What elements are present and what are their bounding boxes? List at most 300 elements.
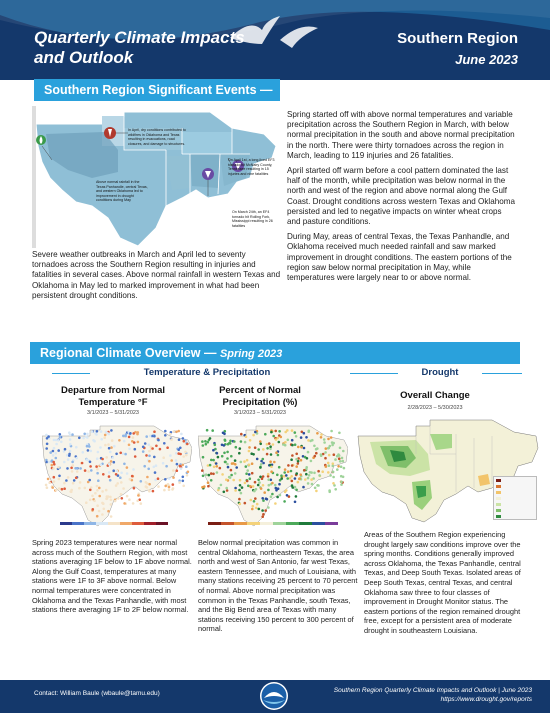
station-dot [143, 465, 146, 468]
station-dot [58, 478, 61, 481]
station-dot [65, 479, 68, 482]
station-dot [230, 474, 233, 477]
station-dot [164, 430, 167, 433]
station-dot [131, 475, 134, 478]
station-dot [340, 481, 343, 484]
station-dot [274, 484, 277, 487]
station-dot [108, 475, 111, 478]
station-dot [157, 477, 160, 480]
station-dot [207, 441, 210, 444]
station-dot [46, 443, 49, 446]
station-dot [110, 429, 113, 432]
station-dot [211, 429, 214, 432]
station-dot [261, 509, 264, 512]
station-dot [169, 433, 172, 436]
station-dot [336, 468, 339, 471]
station-dot [103, 508, 106, 511]
station-dot [323, 438, 326, 441]
station-dot [258, 508, 261, 511]
station-dot [63, 487, 66, 490]
station-dot [278, 483, 281, 486]
station-dot [53, 480, 56, 483]
station-dot [272, 435, 275, 438]
events-narrative [287, 110, 517, 288]
station-dot [110, 515, 113, 518]
station-dot [250, 499, 253, 502]
events-paragraph-1: Spring started off with above normal temperatures and variable precipitation across the Southern Region in March, with below normal precipitation in the south and above normal precipitation in the north. There were thirty tornadoes across the region in March, leading to 119 injuries and 26 fatalities. [287, 110, 515, 160]
station-dot [272, 443, 275, 446]
station-dot [230, 455, 233, 458]
precipitation-percent-map [198, 422, 348, 532]
station-dot [55, 489, 58, 492]
station-dot [116, 470, 119, 473]
station-dot [257, 484, 260, 487]
station-dot [185, 465, 188, 468]
station-dot [271, 493, 274, 496]
station-dot [89, 499, 92, 502]
station-dot [175, 452, 178, 455]
station-dot [133, 441, 136, 444]
station-dot [96, 515, 99, 518]
station-dot [122, 487, 125, 490]
station-dot [67, 458, 70, 461]
station-dot [159, 448, 162, 451]
station-dot [96, 430, 99, 433]
station-dot [45, 447, 48, 450]
footer-url[interactable]: https://www.drought.gov/reports [440, 696, 532, 703]
station-dot [172, 469, 175, 472]
station-dot [274, 430, 277, 433]
station-dot [87, 449, 90, 452]
station-dot [78, 487, 81, 490]
station-dot [45, 461, 48, 464]
station-dot [153, 435, 156, 438]
station-dot [221, 473, 224, 476]
station-dot [84, 487, 87, 490]
station-dot [58, 475, 61, 478]
station-dot [47, 478, 50, 481]
temp-precip-rule-left [52, 373, 90, 374]
station-dot [100, 430, 103, 433]
station-dot [101, 502, 104, 505]
station-dot [276, 496, 279, 499]
station-dot [172, 487, 175, 490]
station-dot [256, 503, 259, 506]
station-dot [73, 479, 76, 482]
station-dot [327, 471, 330, 474]
station-dot [310, 460, 313, 463]
station-dot [308, 474, 311, 477]
station-dot [67, 476, 70, 479]
station-dot [343, 467, 346, 470]
station-dot [170, 438, 173, 441]
station-dot [177, 452, 180, 455]
station-dot [94, 492, 97, 495]
station-dot [267, 506, 270, 509]
station-dot [303, 447, 306, 450]
station-dot [328, 491, 331, 494]
station-dot [97, 479, 100, 482]
station-dot [85, 501, 88, 504]
station-dot [181, 464, 184, 467]
station-dot [109, 451, 112, 454]
station-dot [66, 467, 69, 470]
station-dot [89, 465, 92, 468]
tornado-march-annotation: On March 24th, an EF4 tornado hit Rolling Fork, Mississippi resulting in 26 fatalities [232, 210, 273, 228]
station-dot [280, 436, 283, 439]
station-dot [295, 453, 298, 456]
station-dot [183, 440, 186, 443]
station-dot [110, 503, 113, 506]
station-dot [316, 432, 319, 435]
station-dot [202, 444, 205, 447]
station-dot [285, 489, 288, 492]
station-dot [129, 432, 132, 435]
station-dot [110, 460, 113, 463]
station-dot [329, 474, 332, 477]
station-dot [239, 484, 242, 487]
station-dot [238, 489, 241, 492]
station-dot [128, 444, 131, 447]
station-dot [202, 475, 205, 478]
station-dot [132, 432, 135, 435]
station-dot [224, 439, 227, 442]
station-dot [90, 450, 93, 453]
station-dot [101, 490, 104, 493]
station-dot [104, 444, 107, 447]
station-dot [339, 447, 342, 450]
station-dot [337, 453, 340, 456]
station-dot [96, 504, 99, 507]
station-dot [126, 495, 129, 498]
station-dot [168, 488, 171, 491]
station-dot [315, 452, 318, 455]
station-dot [287, 470, 290, 473]
station-dot [328, 464, 331, 467]
station-dot [238, 498, 241, 501]
station-dot [270, 470, 273, 473]
station-dot [63, 461, 66, 464]
station-dot [275, 487, 278, 490]
station-dot [51, 486, 54, 489]
station-dot [294, 501, 297, 504]
station-dot [201, 469, 204, 472]
station-dot [322, 453, 325, 456]
station-dot [330, 436, 333, 439]
station-dot [153, 466, 156, 469]
station-dot [342, 450, 345, 453]
station-dot [251, 508, 254, 511]
station-dot [96, 485, 99, 488]
footer-bar [0, 680, 550, 713]
station-dot [239, 479, 242, 482]
station-dot [119, 452, 122, 455]
station-dot [316, 447, 319, 450]
station-dot [49, 451, 52, 454]
station-dot [121, 497, 124, 500]
station-dot [226, 463, 229, 466]
station-dot [253, 500, 256, 503]
station-dot [328, 454, 331, 457]
station-dot [182, 437, 185, 440]
station-dot [231, 462, 234, 465]
station-dot [186, 443, 189, 446]
station-dot [76, 470, 79, 473]
station-dot [180, 467, 183, 470]
station-dot [96, 489, 99, 492]
station-dot [257, 448, 260, 451]
station-dot [72, 482, 75, 485]
station-dot [57, 466, 60, 469]
station-dot [320, 453, 323, 456]
temp-map-date: 3/1/2023 – 5/31/2023 [87, 410, 139, 416]
station-dot [225, 478, 228, 481]
station-dot [310, 478, 313, 481]
station-dot [113, 461, 116, 464]
station-dot [180, 433, 183, 436]
station-dot [119, 476, 122, 479]
station-dot [251, 462, 254, 465]
station-dot [59, 436, 62, 439]
station-dot [267, 473, 270, 476]
station-dot [245, 472, 248, 475]
station-dot [267, 478, 270, 481]
station-dot [120, 481, 123, 484]
station-dot [184, 451, 187, 454]
station-dot [123, 463, 126, 466]
station-dot [285, 474, 288, 477]
station-dot [295, 495, 298, 498]
station-dot [234, 472, 237, 475]
station-dot [148, 450, 151, 453]
station-dot [256, 458, 259, 461]
station-dot [133, 487, 136, 490]
station-dot [290, 458, 293, 461]
station-dot [223, 452, 226, 455]
footer-publication: Southern Region Quarterly Climate Impacts and Outlook | June 2023 [333, 687, 532, 694]
station-dot [287, 439, 290, 442]
station-dot [230, 469, 233, 472]
station-dot [93, 500, 96, 503]
station-dot [52, 450, 55, 453]
station-dot [291, 464, 294, 467]
station-dot [63, 482, 66, 485]
station-dot [235, 466, 238, 469]
station-dot [105, 456, 108, 459]
drought-annotation: Above normal rainfall in the Texas Panhandle, central Texas, and western Oklahoma led to improvement in drought conditions during May [96, 180, 148, 203]
station-dot [140, 480, 143, 483]
station-dot [334, 458, 337, 461]
station-dot [325, 447, 328, 450]
station-dot [329, 445, 332, 448]
station-dot [276, 474, 279, 477]
station-dot [291, 480, 294, 483]
station-dot [148, 460, 151, 463]
station-dot [217, 456, 220, 459]
station-dot [152, 490, 155, 493]
station-dot [209, 464, 212, 467]
station-dot [111, 439, 114, 442]
station-dot [254, 481, 257, 484]
station-dot [291, 484, 294, 487]
station-dot [234, 489, 237, 492]
station-dot [86, 445, 89, 448]
station-dot [58, 487, 61, 490]
significant-events-bar [34, 79, 280, 101]
climate-overview-bar [30, 342, 520, 364]
station-dot [246, 469, 249, 472]
station-dot [120, 472, 123, 475]
station-dot [271, 482, 274, 485]
station-dot [75, 457, 78, 460]
station-dot [132, 436, 135, 439]
station-dot [269, 464, 272, 467]
station-dot [227, 443, 230, 446]
station-dot [207, 464, 210, 467]
station-dot [210, 479, 213, 482]
station-dot [266, 498, 269, 501]
station-dot [332, 482, 335, 485]
station-dot [201, 486, 204, 489]
station-dot [248, 446, 251, 449]
station-dot [229, 476, 232, 479]
station-dot [250, 452, 253, 455]
station-dot [166, 446, 169, 449]
temperature-summary: Spring 2023 temperatures were near normal across much of the Southern Region, with most stations averaging 1F below to 1F above normal. Along the Gulf Coast, temperatures at many stations were 1F to 3F above normal. Below normal temperatures were concentrated in Oklahoma and the Texas Panhandle, with most stations there averaging 1F to 2F below normal. [32, 538, 192, 615]
station-dot [102, 473, 105, 476]
station-dot [304, 478, 307, 481]
station-dot [212, 449, 215, 452]
station-dot [82, 437, 85, 440]
station-dot [227, 466, 230, 469]
station-dot [124, 435, 127, 438]
station-dot [240, 461, 243, 464]
station-dot [287, 464, 290, 467]
station-dot [279, 494, 282, 497]
station-dot [75, 477, 78, 480]
header-banner [0, 0, 550, 80]
station-dot [95, 465, 98, 468]
station-dot [248, 450, 251, 453]
station-dot [170, 459, 173, 462]
precipitation-summary: Below normal precipitation was common in central Oklahoma, northeastern Texas, the area north and west of San Antonio, far west Texas, eastern Tennessee, and much of Louisiana, with many stations receiving 25 percent to 70 percent of normal. Above normal precipitation was common in the Texas Panhandle, south Texas, and the Big Bend area of Texas with many stations receiving 150 percent to 300 percent of normal. [198, 538, 358, 634]
station-dot [182, 480, 185, 483]
station-dot [57, 449, 60, 452]
station-dot [146, 476, 149, 479]
station-dot [210, 472, 213, 475]
station-dot [275, 489, 278, 492]
station-dot [254, 431, 257, 434]
station-dot [255, 507, 258, 510]
tornado-april-annotation: On April 1st, a long-lived EF3 tornado hit McNairy County, Tennessee resulting in 15 injuries and nine fatalities [228, 158, 275, 176]
station-dot [142, 446, 145, 449]
station-dot [212, 473, 215, 476]
station-dot [245, 435, 248, 438]
station-dot [89, 489, 92, 492]
station-dot [84, 469, 87, 472]
station-dot [113, 445, 116, 448]
station-dot [123, 440, 126, 443]
station-dot [46, 486, 49, 489]
station-dot [106, 495, 109, 498]
station-dot [261, 497, 264, 500]
station-dot [99, 446, 102, 449]
station-dot [53, 463, 56, 466]
station-dot [88, 479, 91, 482]
station-dot [342, 476, 345, 479]
station-dot [320, 433, 323, 436]
station-dot [187, 471, 190, 474]
station-dot [291, 439, 294, 442]
station-dot [69, 438, 72, 441]
station-dot [204, 440, 207, 443]
station-dot [101, 458, 104, 461]
station-dot [332, 471, 335, 474]
station-dot [321, 470, 324, 473]
station-dot [314, 487, 317, 490]
station-dot [224, 461, 227, 464]
station-dot [55, 457, 58, 460]
station-dot [338, 432, 341, 435]
station-dot [136, 500, 139, 503]
temp-precip-heading: Temperature & Precipitation [143, 367, 271, 378]
station-dot [111, 456, 114, 459]
footer-citation [334, 686, 532, 704]
station-dot [100, 438, 103, 441]
station-dot [264, 433, 267, 436]
station-dot [83, 433, 86, 436]
station-dot [93, 440, 96, 443]
station-dot [70, 489, 73, 492]
station-dot [324, 451, 327, 454]
station-dot [169, 454, 172, 457]
drought-rule-right [482, 373, 522, 374]
station-dot [246, 459, 249, 462]
station-dot [147, 468, 150, 471]
station-dot [220, 484, 223, 487]
drought-summary: Areas of the Southern Region experiencing drought largely saw conditions improve over the spring months. Conditions generally improved across Oklahoma, the Texas Panhandle, central Texas, and Deep South Texas. Isolated areas of Deep South Texas, central Texas, and central Oklahoma saw three to four classes of improvement in Drought Monitor status. The eastern portions of the region remained drought free, except for a persistent area of moderate drought in southeastern Louisiana. [364, 530, 521, 635]
station-dot [68, 431, 71, 434]
station-dot [185, 454, 188, 457]
station-dot [324, 457, 327, 460]
station-dot [213, 466, 216, 469]
station-dot [162, 462, 165, 465]
station-dot [262, 499, 265, 502]
station-dot [331, 444, 334, 447]
station-dot [129, 478, 132, 481]
station-dot [46, 437, 49, 440]
station-dot [286, 429, 289, 432]
station-dot [215, 462, 218, 465]
station-dot [261, 515, 264, 518]
station-dot [290, 470, 293, 473]
station-dot [172, 476, 175, 479]
station-dot [206, 429, 209, 432]
station-dot [327, 438, 330, 441]
station-dot [69, 450, 72, 453]
station-dot [116, 482, 119, 485]
station-dot [246, 480, 249, 483]
station-dot [325, 465, 328, 468]
station-dot [210, 459, 213, 462]
station-dot [253, 490, 256, 493]
station-dot [115, 473, 118, 476]
station-dot [86, 433, 89, 436]
station-dot [273, 461, 276, 464]
station-dot [297, 446, 300, 449]
noaa-logo-icon [260, 682, 288, 710]
station-dot [275, 438, 278, 441]
